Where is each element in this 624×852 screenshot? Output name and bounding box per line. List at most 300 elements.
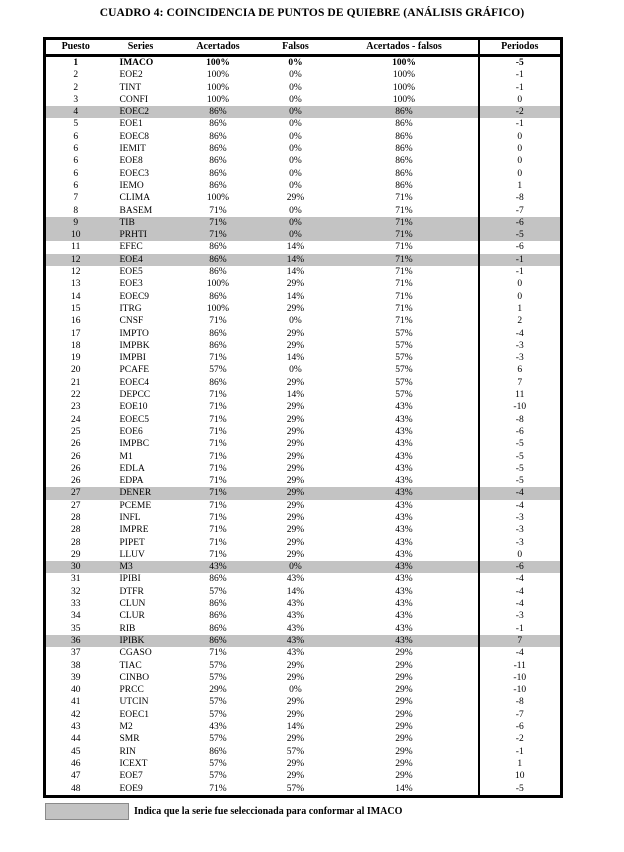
- acertados-cell: 29%: [209, 685, 227, 696]
- puesto-cell: 1: [73, 58, 79, 68]
- table-row: [45, 573, 562, 585]
- periodos-cell: -3: [479, 524, 562, 536]
- falsos-cell: 0%: [289, 365, 302, 376]
- acertados-falsos-cell: 43%: [331, 635, 479, 647]
- table-row: [45, 352, 562, 364]
- acertados-falsos-cell: 14%: [395, 783, 413, 794]
- series-cell: CINBO: [119, 672, 150, 683]
- acertados-cell: 71%: [209, 390, 227, 401]
- table-row: [45, 512, 562, 524]
- acertados-falsos-cell: 100%: [392, 82, 416, 93]
- acertados-cell: 100%: [206, 82, 230, 93]
- falsos-cell: 29%: [286, 709, 305, 720]
- periodos-cell: -4: [479, 487, 562, 499]
- falsos-cell: 0%: [289, 156, 302, 167]
- table-row: [45, 721, 562, 733]
- table-row: [45, 672, 562, 684]
- acertados-cell: 71%: [209, 463, 227, 474]
- falsos-cell: 29%: [286, 193, 305, 204]
- puesto-cell: 28: [71, 512, 81, 523]
- falsos-cell: 29%: [286, 439, 305, 450]
- acertados-cell: 86%: [209, 599, 227, 610]
- periodos-cell: -3: [479, 340, 562, 352]
- acertados-falsos-cell: 71%: [331, 254, 479, 266]
- series-cell: EOEC1: [119, 709, 150, 720]
- puesto-cell: 45: [71, 746, 81, 757]
- series-cell: TINT: [119, 82, 142, 93]
- acertados-falsos-cell: 43%: [395, 599, 413, 610]
- periodos-cell: 7: [479, 377, 562, 389]
- acertados-falsos-cell: 29%: [395, 758, 413, 769]
- acertados-falsos-cell: 71%: [331, 217, 479, 229]
- header-acertados-falsos: Acertados - falsos: [331, 39, 479, 56]
- acertados-falsos-cell: 43%: [395, 426, 413, 437]
- acertados-cell: 71%: [209, 451, 227, 462]
- acertados-falsos-cell: 86%: [395, 156, 413, 167]
- acertados-cell: 57%: [209, 771, 227, 782]
- periodos-cell: -4: [479, 328, 562, 340]
- puesto-cell: 31: [71, 574, 81, 585]
- periodos-cell: 2: [479, 315, 562, 327]
- series-cell: TIB: [106, 217, 176, 229]
- puesto-cell: 18: [71, 340, 81, 351]
- series-cell: DEPCC: [119, 390, 151, 401]
- puesto-cell: 29: [71, 549, 81, 560]
- table-row: [45, 229, 562, 241]
- series-cell: DTFR: [119, 586, 144, 597]
- acertados-falsos-cell: 71%: [395, 291, 413, 302]
- acertados-falsos-cell: 86%: [395, 119, 413, 130]
- acertados-falsos-cell: 100%: [392, 94, 416, 105]
- series-cell: IEMIT: [119, 144, 146, 155]
- falsos-cell: 29%: [286, 377, 305, 388]
- puesto-cell: 38: [71, 660, 81, 671]
- falsos-cell: 29%: [286, 537, 305, 548]
- falsos-cell: 29%: [286, 549, 305, 560]
- acertados-falsos-cell: 29%: [395, 746, 413, 757]
- puesto-cell: 10: [45, 229, 106, 241]
- acertados-cell: 86%: [209, 267, 227, 278]
- falsos-cell: 29%: [286, 303, 305, 314]
- puesto-cell: 23: [71, 402, 81, 413]
- falsos-cell: 0%: [289, 119, 302, 130]
- acertados-cell: 86%: [209, 144, 227, 155]
- table-row: [45, 746, 562, 758]
- acertados-falsos-cell: 57%: [395, 390, 413, 401]
- acertados-falsos-cell: 43%: [395, 586, 413, 597]
- periodos-cell: -4: [479, 500, 562, 512]
- falsos-cell: 29%: [261, 487, 331, 499]
- series-cell: CLUN: [119, 599, 146, 610]
- puesto-cell: 9: [45, 217, 106, 229]
- falsos-cell: 29%: [286, 476, 305, 487]
- acertados-cell: 71%: [209, 500, 227, 511]
- falsos-cell: 0%: [289, 316, 302, 327]
- acertados-cell: 71%: [209, 549, 227, 560]
- table-row: [45, 364, 562, 376]
- puesto-cell: 6: [73, 131, 79, 142]
- table-row: [45, 549, 562, 561]
- falsos-cell: 57%: [286, 746, 305, 757]
- falsos-cell: 0%: [261, 217, 331, 229]
- periodos-cell: -1: [479, 118, 562, 130]
- periodos-cell: -10: [479, 401, 562, 413]
- falsos-cell: 0%: [289, 131, 302, 142]
- puesto-cell: 26: [71, 451, 81, 462]
- acertados-cell: 57%: [209, 697, 227, 708]
- periodos-cell: -3: [479, 352, 562, 364]
- periodos-cell: -3: [479, 610, 562, 622]
- series-cell: EOE1: [119, 119, 143, 130]
- highlight-swatch: [45, 803, 129, 820]
- acertados-cell: 86%: [209, 611, 227, 622]
- acertados-cell: 86%: [209, 623, 227, 634]
- puesto-cell: 27: [45, 487, 106, 499]
- acertados-cell: 86%: [176, 635, 261, 647]
- table-row: [45, 709, 562, 721]
- series-cell: CLUR: [119, 611, 145, 622]
- acertados-cell: 57%: [209, 365, 227, 376]
- table-row: [45, 696, 562, 708]
- series-cell: IMPRE: [119, 525, 149, 536]
- acertados-falsos-cell: 86%: [395, 131, 413, 142]
- puesto-cell: 8: [73, 205, 79, 216]
- puesto-cell: 36: [45, 635, 106, 647]
- table-row: [45, 783, 562, 797]
- periodos-cell: 7: [479, 635, 562, 647]
- falsos-cell: 43%: [286, 599, 305, 610]
- acertados-falsos-cell: 71%: [395, 193, 413, 204]
- acertados-falsos-cell: 43%: [395, 525, 413, 536]
- acertados-falsos-cell: 43%: [331, 487, 479, 499]
- falsos-cell: 43%: [286, 623, 305, 634]
- table-row: [45, 315, 562, 327]
- table-row: [45, 389, 562, 401]
- puesto-cell: 2: [73, 82, 79, 93]
- table-row: [45, 623, 562, 635]
- falsos-cell: 0%: [289, 82, 302, 93]
- falsos-cell: 0%: [289, 144, 302, 155]
- falsos-cell: 0%: [289, 70, 302, 81]
- header-row: [45, 39, 562, 56]
- falsos-cell: 0%: [289, 685, 302, 696]
- puesto-cell: 28: [71, 537, 81, 548]
- acertados-falsos-cell: 71%: [331, 229, 479, 241]
- falsos-cell: 43%: [286, 574, 305, 585]
- puesto-cell: 20: [71, 365, 81, 376]
- periodos-cell: -10: [479, 684, 562, 696]
- table-row: [45, 131, 562, 143]
- falsos-cell: 29%: [286, 525, 305, 536]
- series-cell: EOE6: [119, 426, 143, 437]
- table-row: [45, 537, 562, 549]
- puesto-cell: 4: [45, 106, 106, 118]
- puesto-cell: 34: [71, 611, 81, 622]
- periodos-cell: -2: [479, 733, 562, 745]
- puesto-cell: 12: [45, 254, 106, 266]
- acertados-falsos-cell: 86%: [395, 168, 413, 179]
- series-cell: IMACO: [119, 58, 154, 68]
- puesto-cell: 24: [71, 414, 81, 425]
- periodos-cell: -7: [479, 709, 562, 721]
- table-row: [45, 266, 562, 278]
- table-row: [45, 328, 562, 340]
- periodos-cell: 0: [479, 278, 562, 290]
- acertados-falsos-cell: 43%: [395, 451, 413, 462]
- series-cell: EOE10: [119, 402, 148, 413]
- falsos-cell: 14%: [286, 242, 305, 253]
- series-cell: LLUV: [119, 549, 145, 560]
- acertados-falsos-cell: 71%: [395, 205, 413, 216]
- periodos-cell: 6: [479, 364, 562, 376]
- acertados-cell: 100%: [206, 279, 230, 290]
- acertados-falsos-cell: 43%: [395, 512, 413, 523]
- periodos-cell: -5: [479, 463, 562, 475]
- puesto-cell: 6: [73, 144, 79, 155]
- footnote-text: Indica que la serie fue seleccionada para conformar al IMACO: [134, 806, 403, 817]
- series-cell: CGASO: [119, 648, 152, 659]
- falsos-cell: 57%: [286, 783, 305, 794]
- falsos-cell: 14%: [286, 586, 305, 597]
- series-cell: EOEC3: [119, 168, 150, 179]
- series-cell: EOE2: [119, 70, 143, 81]
- table-row: [45, 155, 562, 167]
- series-cell: EOE8: [119, 156, 143, 167]
- table-row: [45, 217, 562, 229]
- acertados-falsos-cell: 43%: [331, 561, 479, 573]
- series-cell: INFL: [119, 512, 141, 523]
- acertados-cell: 71%: [176, 229, 261, 241]
- periodos-cell: 10: [479, 770, 562, 782]
- periodos-cell: -4: [479, 647, 562, 659]
- acertados-falsos-cell: 43%: [395, 402, 413, 413]
- puesto-cell: 13: [71, 279, 81, 290]
- acertados-cell: 71%: [209, 537, 227, 548]
- series-cell: PIPET: [119, 537, 145, 548]
- series-cell: PRHTI: [106, 229, 176, 241]
- header-series: Series: [106, 39, 176, 56]
- acertados-falsos-cell: 43%: [395, 549, 413, 560]
- acertados-falsos-cell: 43%: [395, 476, 413, 487]
- falsos-cell: 0%: [289, 205, 302, 216]
- series-cell: CLIMA: [119, 193, 151, 204]
- periodos-cell: 1: [479, 180, 562, 192]
- puesto-cell: 27: [71, 500, 81, 511]
- series-cell: IMPTO: [119, 328, 149, 339]
- falsos-cell: 29%: [286, 660, 305, 671]
- acertados-cell: 86%: [209, 574, 227, 585]
- periodos-cell: 1: [479, 303, 562, 315]
- periodos-cell: -5: [479, 56, 562, 70]
- acertados-falsos-cell: 57%: [395, 340, 413, 351]
- periodos-cell: 1: [479, 758, 562, 770]
- periodos-cell: -11: [479, 660, 562, 672]
- acertados-cell: 86%: [209, 156, 227, 167]
- series-cell: TIAC: [119, 660, 142, 671]
- table-row: [45, 414, 562, 426]
- periodos-cell: 0: [479, 131, 562, 143]
- puesto-cell: 39: [71, 672, 81, 683]
- falsos-cell: 29%: [286, 426, 305, 437]
- falsos-cell: 0%: [289, 94, 302, 105]
- table-row: [45, 487, 562, 499]
- puesto-cell: 11: [71, 242, 81, 253]
- puesto-cell: 3: [73, 94, 79, 105]
- acertados-cell: 71%: [209, 402, 227, 413]
- series-cell: RIB: [119, 623, 136, 634]
- falsos-cell: 0%: [261, 561, 331, 573]
- periodos-cell: -10: [479, 672, 562, 684]
- series-cell: CNSF: [119, 316, 144, 327]
- periodos-cell: -1: [479, 623, 562, 635]
- acertados-falsos-cell: 43%: [395, 611, 413, 622]
- acertados-falsos-cell: 86%: [395, 180, 413, 191]
- acertados-falsos-cell: 71%: [395, 242, 413, 253]
- table-row: [45, 463, 562, 475]
- periodos-cell: -8: [479, 414, 562, 426]
- falsos-cell: 14%: [286, 722, 305, 733]
- table-row: [45, 291, 562, 303]
- acertados-cell: 86%: [209, 340, 227, 351]
- periodos-cell: -1: [479, 746, 562, 758]
- acertados-falsos-cell: 100%: [392, 58, 416, 68]
- acertados-cell: 86%: [176, 106, 261, 118]
- periodos-cell: -5: [479, 783, 562, 797]
- periodos-cell: -2: [479, 106, 562, 118]
- table-row: [45, 192, 562, 204]
- periodos-cell: -5: [479, 438, 562, 450]
- acertados-cell: 71%: [209, 426, 227, 437]
- puesto-cell: 15: [71, 303, 81, 314]
- acertados-falsos-cell: 57%: [395, 353, 413, 364]
- puesto-cell: 46: [71, 758, 81, 769]
- acertados-cell: 100%: [206, 58, 230, 68]
- series-cell: PRCC: [119, 685, 144, 696]
- series-cell: IPIBI: [119, 574, 141, 585]
- table-row: [45, 106, 562, 118]
- puesto-cell: 25: [71, 426, 81, 437]
- table-row: [45, 733, 562, 745]
- series-cell: PCAFE: [119, 365, 150, 376]
- periodos-cell: -6: [479, 241, 562, 253]
- acertados-falsos-cell: 43%: [395, 463, 413, 474]
- puesto-cell: 37: [71, 648, 81, 659]
- acertados-cell: 100%: [206, 70, 230, 81]
- acertados-cell: 71%: [209, 439, 227, 450]
- puesto-cell: 35: [71, 623, 81, 634]
- puesto-cell: 42: [71, 709, 81, 720]
- table-row: [45, 340, 562, 352]
- header-falsos: Falsos: [261, 39, 331, 56]
- series-cell: EDPA: [119, 476, 144, 487]
- periodos-cell: 0: [479, 155, 562, 167]
- acertados-cell: 71%: [209, 414, 227, 425]
- periodos-cell: -6: [479, 721, 562, 733]
- acertados-falsos-cell: 29%: [395, 672, 413, 683]
- series-cell: DENER: [106, 487, 176, 499]
- acertados-cell: 86%: [209, 328, 227, 339]
- table-row: [45, 205, 562, 217]
- table-row: [45, 56, 562, 70]
- acertados-cell: 71%: [176, 487, 261, 499]
- falsos-cell: 29%: [286, 463, 305, 474]
- puesto-cell: 30: [45, 561, 106, 573]
- acertados-falsos-cell: 71%: [395, 316, 413, 327]
- periodos-cell: -6: [479, 561, 562, 573]
- puesto-cell: 43: [71, 722, 81, 733]
- table-body: [45, 56, 562, 797]
- acertados-falsos-cell: 86%: [331, 106, 479, 118]
- series-cell: ITRG: [119, 303, 142, 314]
- page-title: CUADRO 4: COINCIDENCIA DE PUNTOS DE QUIEBRE (ANÁLISIS GRÁFICO): [99, 7, 525, 19]
- periodos-cell: -4: [479, 586, 562, 598]
- puesto-cell: 28: [71, 525, 81, 536]
- falsos-cell: 29%: [286, 340, 305, 351]
- series-cell: CONFI: [119, 94, 149, 105]
- series-cell: BASEM: [119, 205, 153, 216]
- puesto-cell: 6: [73, 168, 79, 179]
- falsos-cell: 0%: [289, 168, 302, 179]
- table-row: [45, 278, 562, 290]
- acertados-cell: 86%: [209, 168, 227, 179]
- acertados-cell: 57%: [209, 734, 227, 745]
- table-row: [45, 684, 562, 696]
- series-cell: UTCIN: [119, 697, 149, 708]
- series-cell: EOE7: [119, 771, 143, 782]
- acertados-cell: 86%: [176, 254, 261, 266]
- acertados-falsos-cell: 29%: [395, 734, 413, 745]
- falsos-cell: 43%: [286, 611, 305, 622]
- acertados-falsos-cell: 29%: [395, 722, 413, 733]
- acertados-falsos-cell: 43%: [395, 574, 413, 585]
- periodos-cell: -6: [479, 426, 562, 438]
- puesto-cell: 33: [71, 599, 81, 610]
- falsos-cell: 14%: [286, 291, 305, 302]
- puesto-cell: 32: [71, 586, 81, 597]
- acertados-falsos-cell: 71%: [395, 303, 413, 314]
- falsos-cell: 0%: [288, 58, 303, 68]
- falsos-cell: 29%: [286, 771, 305, 782]
- falsos-cell: 43%: [261, 635, 331, 647]
- table-row: [45, 660, 562, 672]
- puesto-cell: 22: [71, 390, 81, 401]
- acertados-cell: 71%: [209, 512, 227, 523]
- falsos-cell: 29%: [286, 451, 305, 462]
- falsos-cell: 43%: [286, 648, 305, 659]
- acertados-falsos-cell: 29%: [395, 660, 413, 671]
- puesto-cell: 17: [71, 328, 81, 339]
- periodos-cell: 11: [479, 389, 562, 401]
- table-row: [45, 475, 562, 487]
- table-row: [45, 69, 562, 81]
- series-cell: EOEC8: [119, 131, 150, 142]
- series-cell: M3: [106, 561, 176, 573]
- periodos-cell: -5: [479, 451, 562, 463]
- periodos-cell: 0: [479, 291, 562, 303]
- acertados-cell: 57%: [209, 758, 227, 769]
- falsos-cell: 0%: [261, 229, 331, 241]
- series-cell: EOEC5: [119, 414, 150, 425]
- puesto-cell: 40: [71, 685, 81, 696]
- table-row: [45, 438, 562, 450]
- acertados-cell: 71%: [209, 205, 227, 216]
- acertados-falsos-cell: 71%: [395, 267, 413, 278]
- table-row: [45, 303, 562, 315]
- acertados-cell: 86%: [209, 131, 227, 142]
- table-row: [45, 241, 562, 253]
- table-row: [45, 401, 562, 413]
- table-row: [45, 635, 562, 647]
